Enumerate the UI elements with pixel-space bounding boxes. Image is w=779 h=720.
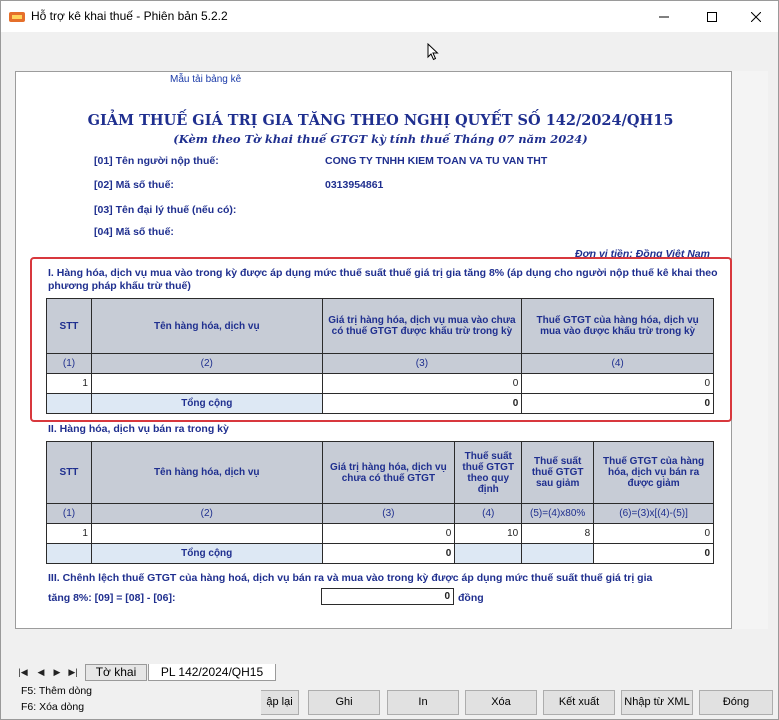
close-icon — [751, 12, 761, 22]
section-3-formula: tăng 8%: [09] = [08] - [06]: — [48, 592, 176, 604]
close-button[interactable] — [733, 1, 779, 32]
reset-button[interactable]: ập lại — [261, 690, 299, 715]
total-reduced-tax: 0 — [594, 544, 714, 564]
import-xml-button[interactable]: Nhập từ XML — [621, 690, 693, 715]
total-label: Tổng cộng — [91, 544, 322, 564]
minimize-icon — [659, 12, 669, 22]
col-index: (2) — [91, 354, 322, 374]
reduced-tax-cell[interactable]: 0 — [594, 524, 714, 544]
goods-name-cell[interactable] — [91, 524, 322, 544]
purchase-tax-cell[interactable]: 0 — [522, 374, 714, 394]
difference-value-field[interactable]: 0 — [321, 588, 454, 605]
col-index: (1) — [47, 504, 92, 524]
col-header-purchase-value: Giá trị hàng hóa, dịch vụ mua vào chưa có thuế GTGT được khấu trừ trong kỳ — [322, 299, 522, 354]
total-spacer — [47, 544, 92, 564]
col-header-sales-value: Giá trị hàng hóa, dịch vụ chưa có thuế GTGT — [322, 442, 455, 504]
row-stt: 1 — [47, 374, 92, 394]
next-sheet-button[interactable]: ▶ — [53, 667, 61, 677]
toolbar-area — [1, 32, 778, 69]
total-row — [47, 544, 714, 564]
col-header-reduced-tax: Thuế GTGT của hàng hóa, dịch vụ bán ra được giảm — [594, 442, 714, 504]
table-row — [47, 524, 714, 544]
section-1-title: I. Hàng hóa, dịch vụ mua vào trong kỳ được áp dụng mức thuế suất thuế giá trị gia tăng 8% (áp dụng cho người nộp thuế kê khai theo phương pháp khấu trừ thuế) — [48, 267, 718, 292]
minimize-button[interactable] — [641, 1, 687, 32]
total-label: Tổng cộng — [91, 394, 322, 414]
prev-sheet-button[interactable]: ◀ — [37, 667, 45, 677]
total-spacer — [522, 544, 594, 564]
app-logo-icon — [9, 10, 25, 24]
tax-code-value: 0313954861 — [325, 179, 384, 191]
col-index: (2) — [91, 504, 322, 524]
title-bar — [1, 1, 778, 32]
page-subtitle: (Kèm theo Tờ khai thuế GTGT kỳ tính thuế Tháng 07 năm 2024) — [173, 132, 588, 146]
shortcut-delete-row: F6: Xóa dòng — [21, 701, 85, 713]
col-index: (3) — [322, 354, 522, 374]
save-button[interactable]: Ghi — [308, 690, 380, 715]
sales-value-cell[interactable]: 0 — [322, 524, 455, 544]
tax-rate-cell[interactable]: 10 — [455, 524, 522, 544]
print-button[interactable]: In — [387, 690, 459, 715]
sales-table — [46, 441, 714, 564]
col-header-tax-rate: Thuế suất thuế GTGT theo quy định — [455, 442, 522, 504]
close-form-button[interactable]: Đóng — [699, 690, 773, 715]
total-sales-value: 0 — [322, 544, 455, 564]
first-sheet-button[interactable]: |◀ — [18, 667, 28, 677]
col-header-goods: Tên hàng hóa, dịch vụ — [91, 442, 322, 504]
reduced-rate-cell[interactable]: 8 — [522, 524, 594, 544]
col-header-purchase-tax: Thuế GTGT của hàng hóa, dịch vụ mua vào được khấu trừ trong kỳ — [522, 299, 714, 354]
delete-button[interactable]: Xóa — [465, 690, 537, 715]
tax-code-label: [02] Mã số thuế: — [94, 179, 174, 191]
shortcut-add-row: F5: Thêm dòng — [21, 685, 93, 697]
purchase-value-cell[interactable]: 0 — [322, 374, 522, 394]
window-title: Hỗ trợ kê khai thuế - Phiên bản 5.2.2 — [31, 9, 228, 23]
col-header-stt: STT — [47, 299, 92, 354]
mouse-cursor-icon — [427, 43, 439, 61]
total-purchase-tax: 0 — [522, 394, 714, 414]
row-stt: 1 — [47, 524, 92, 544]
col-index: (6)=(3)x[(4)-(5)] — [594, 504, 714, 524]
col-index: (5)=(4)x80% — [522, 504, 594, 524]
col-header-stt: STT — [47, 442, 92, 504]
difference-unit: đồng — [458, 592, 484, 604]
page-margin — [732, 71, 768, 629]
maximize-button[interactable] — [689, 1, 735, 32]
col-index: (4) — [522, 354, 714, 374]
col-index: (3) — [322, 504, 455, 524]
col-header-goods: Tên hàng hóa, dịch vụ — [91, 299, 322, 354]
total-purchase-value: 0 — [322, 394, 522, 414]
currency-unit: Đơn vị tiền: Đồng Việt Nam — [574, 248, 710, 260]
page-title: GIẢM THUẾ GIÁ TRỊ GIA TĂNG THEO NGHỊ QUYẾT SỐ 142/2024/QH15 — [87, 112, 674, 129]
taxpayer-name-label: [01] Tên người nộp thuế: — [94, 155, 219, 167]
export-button[interactable]: Kết xuất — [543, 690, 615, 715]
tax-agent-name-label: [03] Tên đại lý thuế (nếu có): — [94, 204, 237, 216]
taxpayer-name-value: CONG TY TNHH KIEM TOAN VA TU VAN THT — [325, 155, 548, 167]
section-3-title: III. Chênh lệch thuế GTGT của hàng hoá, dịch vụ bán ra và mua vào trong kỳ được áp dụng mức thuế suất thuế giá trị gia — [48, 572, 653, 584]
tab-pl-142[interactable]: PL 142/2024/QH15 — [148, 664, 276, 681]
highlight-box — [30, 257, 732, 422]
maximize-icon — [707, 12, 717, 22]
col-index: (4) — [455, 504, 522, 524]
total-spacer — [455, 544, 522, 564]
col-index: (1) — [47, 354, 92, 374]
section-2-title: II. Hàng hóa, dịch vụ bán ra trong kỳ — [48, 423, 229, 435]
col-header-reduced-rate: Thuế suất thuế GTGT sau giảm — [522, 442, 594, 504]
agent-tax-code-label: [04] Mã số thuế: — [94, 226, 174, 238]
template-download-link[interactable]: Mẫu tải bảng kê — [170, 74, 242, 85]
tab-to-khai[interactable]: Tờ khai — [85, 664, 147, 681]
last-sheet-button[interactable]: ▶| — [68, 667, 78, 677]
